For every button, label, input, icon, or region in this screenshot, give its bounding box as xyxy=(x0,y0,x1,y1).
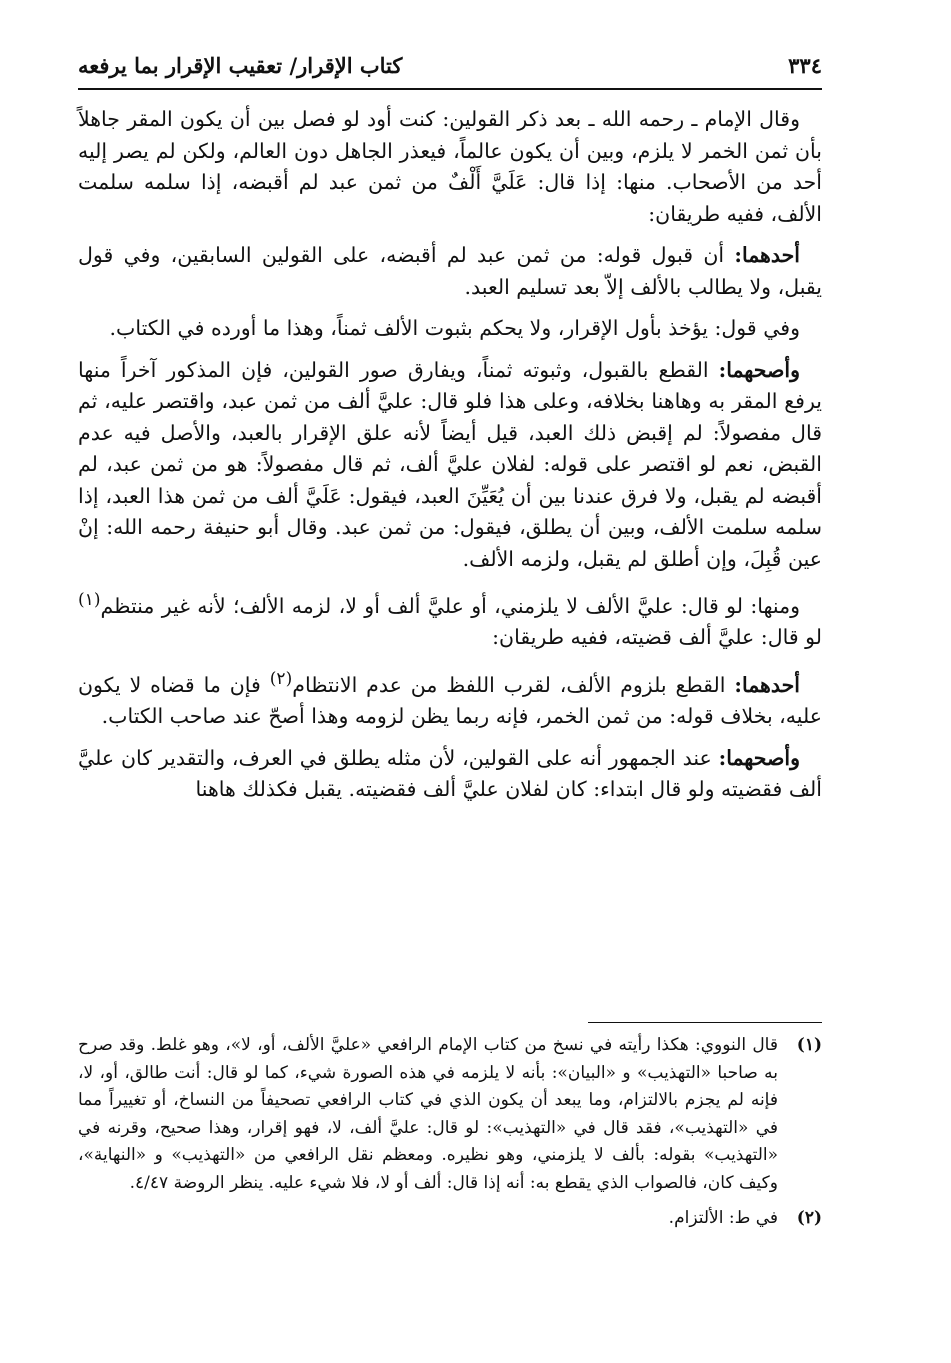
paragraph-text: وفي قول: يؤخذ بأول الإقرار، ولا يحكم بثبوت الألف ثمناً، وهذا ما أورده في الكتاب. xyxy=(109,316,800,340)
header-rule xyxy=(78,88,822,90)
paragraph-4 xyxy=(78,355,822,576)
paragraph-7 xyxy=(78,743,822,806)
paragraph-6 xyxy=(78,664,822,733)
footnote-ref-1[interactable]: (١) xyxy=(78,590,101,610)
footnote-1 xyxy=(78,1032,822,1197)
footnote-text: في ط: الألتزام. xyxy=(668,1208,778,1228)
paragraph-lead: أحدهما: xyxy=(734,243,800,267)
footnote-ref-2[interactable]: (٢) xyxy=(269,668,293,689)
paragraph-text: أن قبول قوله: من ثمن عبد لم أقبضه، على القولين السابقين، وفي قول يقبل، ولا يطالب بالألف إلاّ بعد تسليم العبد. xyxy=(78,243,822,299)
paragraph-3 xyxy=(78,313,822,345)
footnote-number: (٢) xyxy=(796,1208,822,1228)
page-header xyxy=(78,45,822,85)
paragraph-text: القطع بلزوم الألف، لقرب اللفظ من عدم الانتظام xyxy=(292,672,735,697)
footnotes xyxy=(78,1032,822,1241)
paragraph-1 xyxy=(78,104,822,230)
footnote-2 xyxy=(78,1205,822,1233)
paragraph-lead: وأصحهما: xyxy=(718,357,800,382)
footnote-separator xyxy=(588,1022,822,1023)
footnote-number: (١) xyxy=(796,1035,822,1055)
paragraph-text: عند الجمهور أنه على القولين، لأن مثله يطلق في العرف، والتقدير كان عليَّ ألف فقضيته ولو قال ابتداء: كان لفلان عليَّ ألف فقضيته. يقبل فكذلك هاهنا xyxy=(78,745,822,802)
paragraph-2 xyxy=(78,240,822,303)
paragraph-text: فإن ما قضاه لا يكون عليه، بخلاف قوله: من ثمن الخمر، فإنه ربما يظن لزومه وهذا أصحّ عند صاحب الكتاب. xyxy=(78,672,822,729)
page-number: ٣٣٤ xyxy=(788,52,822,78)
paragraph-text: ومنها: لو قال: عليَّ الألف لا يلزمني، أو عليَّ ألف أو لا، لزمه الألف؛ لأنه غير منتظم xyxy=(100,593,800,618)
paragraph-text: القطع بالقبول، وثبوته ثمناً، ويفارق صور القولين، فإن المذكور آخراً منها يرفع المقر به وهاهنا بخلافه، وعلى هذا فلو قال: عليَّ ألف من ثمن عبد، واقتصر عليه، ثم قال مفصولاً: لم إقبض ذلك العبد، قيل أيضاً لأنه علق الإقرار بالعبد، والأصل فيه عدم القبض، نعم لو اقتصر على قوله: لفلان عليَّ ألف، ثم قال مفصولاً: هو من ثمن عبد، لم أقبضه لم يقبل، ولا فرق عندنا بين أن يُعَيِّنَ العبد، فيقول: عَلَيَّ ألف من ثمن هذا العبد، إذا سلمه سلمت الألف، وبين أن يطلق، فيقول: من ثمن عبد. وقال أبو حنيفة رحمه الله: إنْ عين قُبِلَ، وإن أطلق لم يقبل، ولزمه الألف. xyxy=(78,357,822,571)
paragraph-text: لو قال: عليَّ ألف قضيته، ففيه طريقان: xyxy=(492,625,822,650)
paragraph-lead: وأصحهما: xyxy=(718,745,800,770)
main-text xyxy=(78,104,822,816)
paragraph-lead: أحدهما: xyxy=(734,672,800,697)
running-title: كتاب الإقرار/ تعقيب الإقرار بما يرفعه xyxy=(78,52,403,78)
paragraph-text: وقال الإمام ـ رحمه الله ـ بعد ذكر القولين: كنت أود لو فصل بين أن يكون المقر جاهلاً بأن ثمن الخمر لا يلزم، وبين أن يكون عالماً، فيعذر الجاهل دون العالم، ولكن لم يصر إليه أحد من الأصحاب. منها: إذا قال: عَلَيَّ أَلْفٌ من ثمن عبد لم أقبضه، إذا سلمه سلمت الألف، ففيه طريقان: xyxy=(78,107,822,226)
footnote-text: قال النووي: هكذا رأيته في نسخ من كتاب الإمام الرافعي «عليَّ الألف، أو، لا»، وهو غلط. وقد صرح به صاحبا «التهذيب» و «البيان»: بأنه لا يلزمه في هذه الصورة شيء، كما لو قال: أنت طالق، أو، لا، فإنه لم يجزم بالالتزام، وما يبعد أن يكون الذي في كتاب الرافعي تصحيفاً من النساخ، أو تغييراً مما في «التهذيب»، فقد قال في «التهذيب»: لو قال: عليَّ ألف، لا، فهو إقرار، وهذا صحيح، وقرنه في «التهذيب» بقوله: بألف لا يلزمني، وهو نظيره. ومعظم نقل الرافعي من «التهذيب» و «النهاية»، وكيف كان، فالصواب الذي يقطع به: أنه إذا قال: ألف أو لا، فلا شيء عليه. ينظر الروضة ٤/٤٧. xyxy=(78,1035,778,1193)
paragraph-5 xyxy=(78,585,822,654)
